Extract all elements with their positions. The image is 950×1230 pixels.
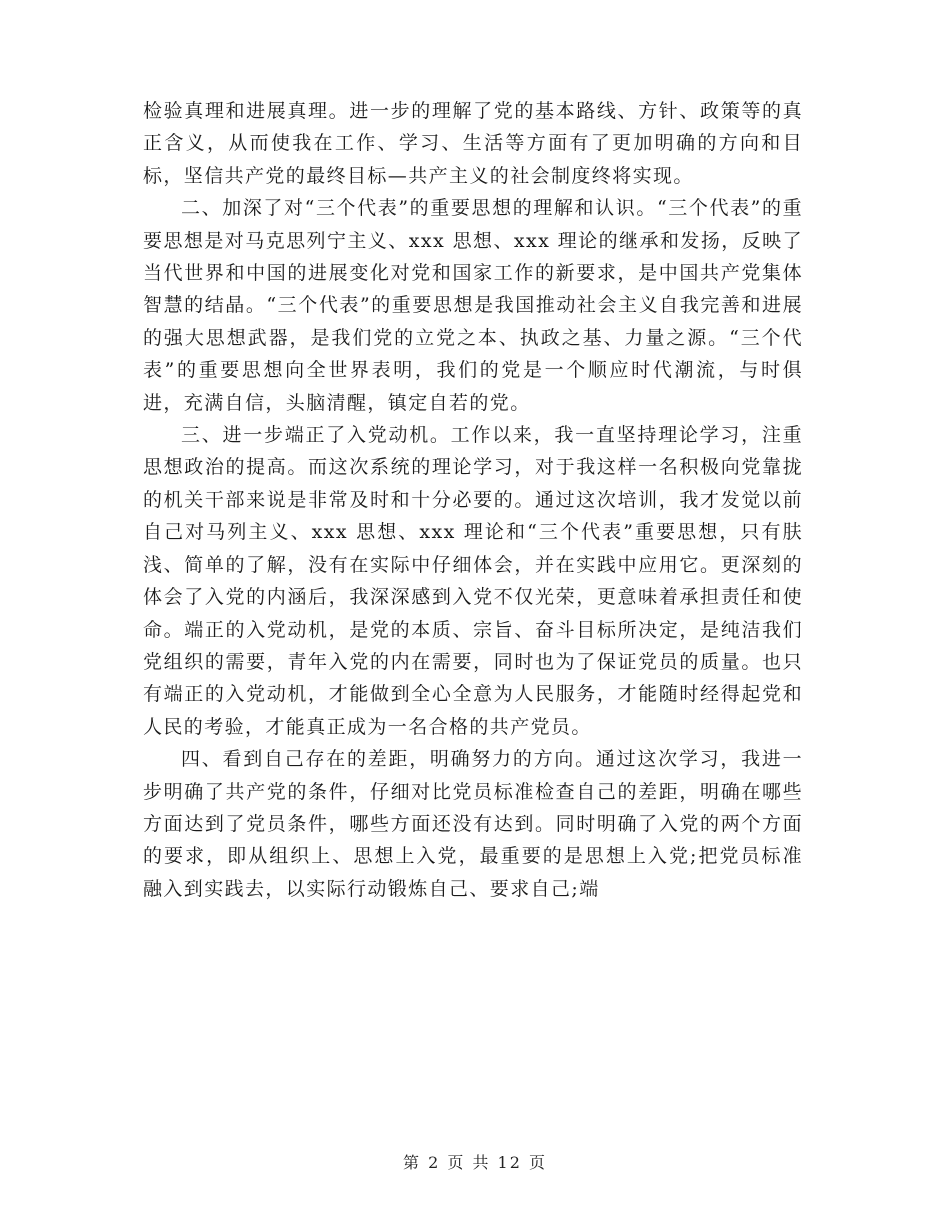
paragraph-continuation: 检验真理和进展真理。进一步的理解了党的基本路线、方针、政策等的真正含义，从而使我在工作、学习、生活等方面有了更加明确的方向和目标，坚信共产党的最终目标—共产主义的社会制度终将实现。 bbox=[143, 100, 803, 187]
paragraph-section-two: 二、加深了对“三个代表”的重要思想的理解和认识。“三个代表”的重要思想是对马克思列宁主义、xxx 思想、xxx 理论的继承和发扬，反映了当代世界和中国的进展变化对党和国家工作的新要求，是中国共产党集体智慧的结晶。“三个代表”的重要思想是我国推动社会主义自我完善和进展的强大思想武器，是我们党的立党之本、执政之基、力量之源。“三个代表”的重要思想向全世界表明，我们的党是一个顺应时代潮流，与时俱进，充满自信，头脑清醒，镇定自若的党。 bbox=[143, 197, 803, 414]
paragraph-section-four: 四、看到自己存在的差距，明确努力的方向。通过这次学习，我进一步明确了共产党的条件，仔细对比党员标准检查自己的差距，明确在哪些方面达到了党员条件，哪些方面还没有达到。同时明确了入党的两个方面的要求，即从组织上、思想上入党，最重要的是思想上入党;把党员标准融入到实践去，以实际行动锻炼自己、要求自己;端 bbox=[143, 748, 803, 900]
document-body bbox=[143, 95, 803, 905]
page-number-footer: 第 2 页 共 12 页 bbox=[403, 1153, 547, 1172]
paragraph-section-three: 三、进一步端正了入党动机。工作以来，我一直坚持理论学习，注重思想政治的提高。而这次系统的理论学习，对于我这样一名积极向党靠拢的机关干部来说是非常及时和十分必要的。通过这次培训，我才发觉以前自己对马列主义、xxx 思想、xxx 理论和“三个代表”重要思想，只有肤浅、简单的了解，没有在实际中仔细体会，并在实践中应用它。更深刻的体会了入党的内涵后，我深深感到入党不仅光荣，更意味着承担责任和使命。端正的入党动机，是党的本质、宗旨、奋斗目标所决定，是纯洁我们党组织的需要，青年入党的内在需要，同时也为了保证党员的质量。也只有端正的入党动机，才能做到全心全意为人民服务，才能随时经得起党和人民的考验，才能真正成为一名合格的共产党员。 bbox=[143, 424, 803, 738]
